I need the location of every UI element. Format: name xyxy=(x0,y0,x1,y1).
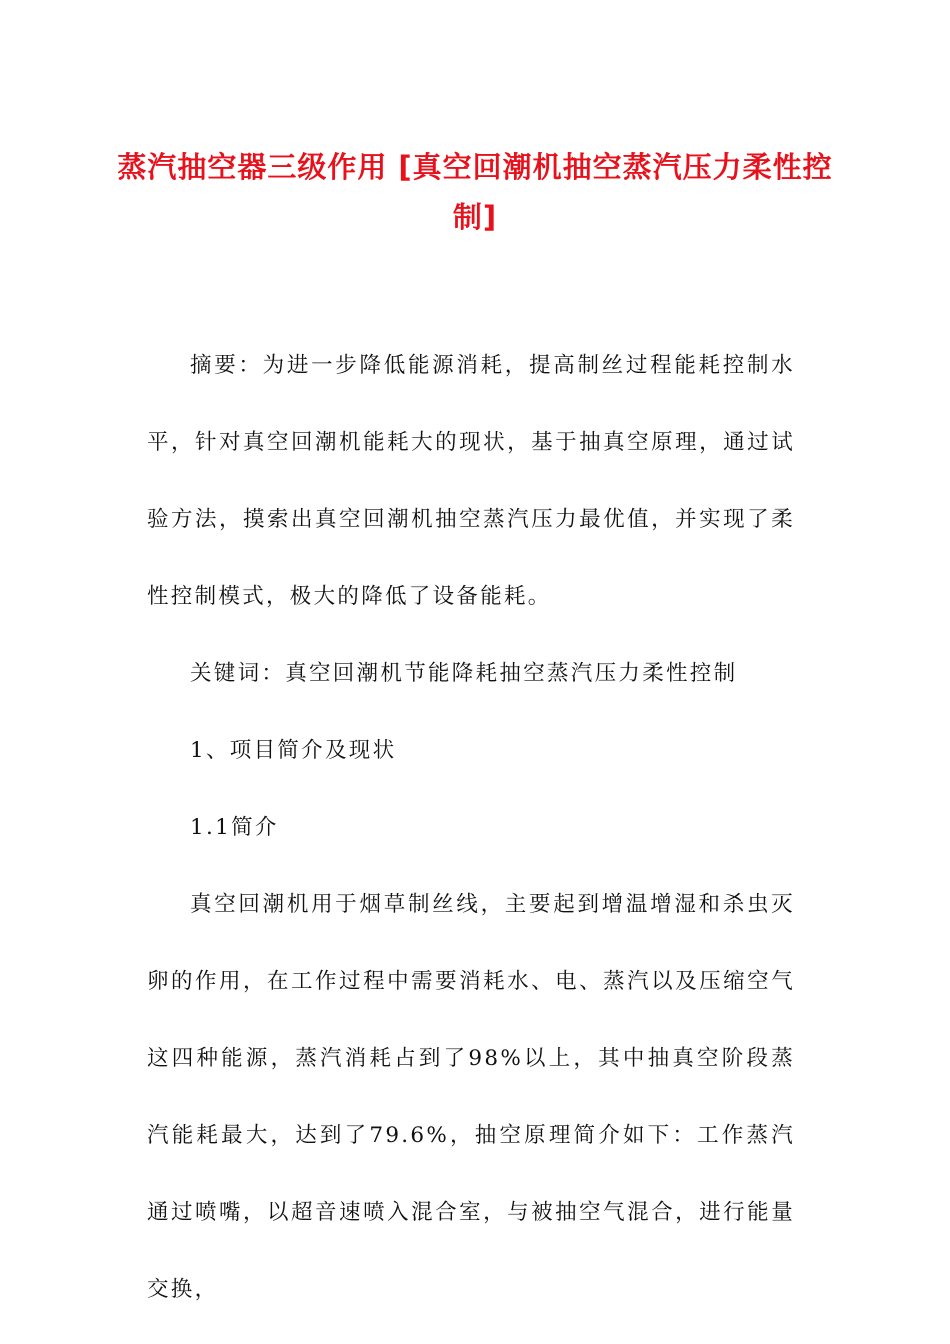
intro-paragraph: 真空回潮机用于烟草制丝线，主要起到增温增湿和杀虫灭卵的作用，在工作过程中需要消耗水、电、蒸汽以及压缩空气这四种能源，蒸汽消耗占到了98%以上，其中抽真空阶段蒸汽能耗最大，达到了79.6%，抽空原理简介如下：工作蒸汽通过喷嘴，以超音速喷入混合室，与被抽空气混合，进行能量交换， xyxy=(147,892,795,1302)
keywords-paragraph: 关键词：真空回潮机节能降耗抽空蒸汽压力柔性控制 xyxy=(190,661,738,686)
abstract-paragraph: 摘要：为进一步降低能源消耗，提高制丝过程能耗控制水平，针对真空回潮机能耗大的现状，基于抽真空原理，通过试验方法，摸索出真空回潮机抽空蒸汽压力最优值，并实现了柔性控制模式，极大的降低了设备能耗。 xyxy=(147,353,795,609)
section-heading-1: 1、项目简介及现状 xyxy=(190,738,397,763)
section-heading-1-1: 1.1简介 xyxy=(190,815,279,840)
document-title: 蒸汽抽空器三级作用 [真空回潮机抽空蒸汽压力柔性控制] xyxy=(117,150,833,234)
document-body xyxy=(147,327,795,1328)
